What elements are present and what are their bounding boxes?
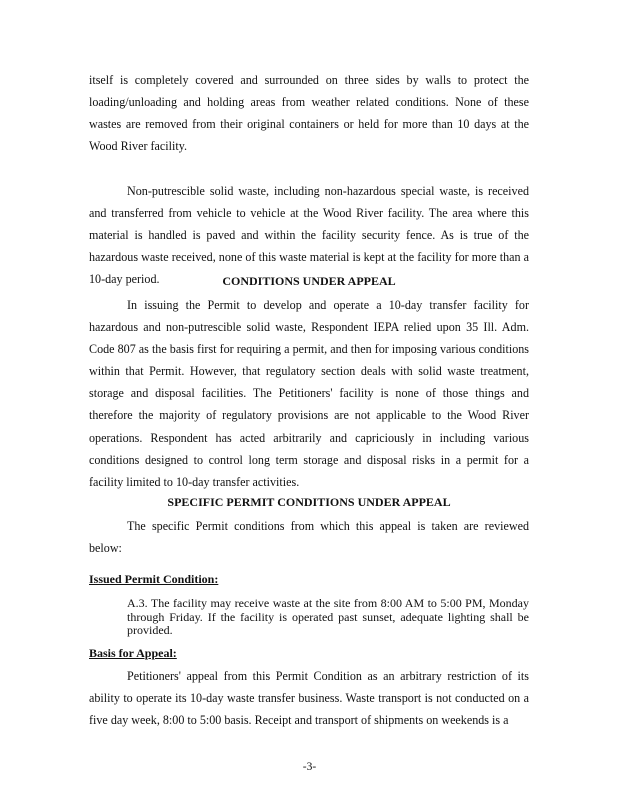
paragraph-facility-description: itself is completely covered and surrounded on three sides by walls to protect the loading/unloading and holding areas from weather related conditions. None of these wastes are removed from their original containers or held for more than 10 days at the Wood River facility.: [89, 73, 529, 154]
paragraph-basis-for-appeal: Petitioners' appeal from this Permit Condition as an arbitrary restriction of its ability to operate its 10-day waste transfer business. Waste transport is not conducted on a five day week, 8:00 to 5:00 basis. Receipt and transport of shipments on weekends is a: [89, 669, 529, 728]
page-number: -3-: [302, 761, 317, 773]
paragraph-permit-issuance: In issuing the Permit to develop and operate a 10-day transfer facility for hazardous and non-putrescible solid waste, Respondent IEPA relied upon 35 Ill. Adm. Code 807 as the basis first for requiring a permit, and then for imposing various conditions within that Permit. However, that regulatory section deals with solid waste treatment, storage and disposal facilities. The Petitioners' facility is none of those things and therefore the majority of regulatory provisions are not applicable to the Wood River operations. Respondent has acted arbitrarily and capriciously in including various conditions designed to control long term storage and disposal risks in a permit for a facility limited to 10-day transfer activities.: [89, 298, 529, 489]
label-basis-for-appeal: Basis for Appeal:: [89, 646, 177, 660]
label-issued-permit-condition: Issued Permit Condition:: [89, 572, 219, 586]
permit-condition-a3: A.3. The facility may receive waste at the site from 8:00 AM to 5:00 PM, Monday through Friday. If the facility is operated past sunset, adequate lighting shall be provided.: [127, 596, 529, 637]
heading-specific-permit-conditions: SPECIFIC PERMIT CONDITIONS UNDER APPEAL: [167, 495, 451, 509]
heading-conditions-under-appeal: CONDITIONS UNDER APPEAL: [222, 274, 396, 288]
paragraph-non-putrescible-waste: Non-putrescible solid waste, including non-hazardous special waste, is received and transferred from vehicle to vehicle at the Wood River facility. The area where this material is handled is paved and within the facility security fence. As is true of the hazardous waste received, none of this waste material is kept at the facility for more than a 10-day period.: [89, 184, 529, 287]
paragraph-conditions-intro: The specific Permit conditions from which this appeal is taken are reviewed below:: [89, 519, 529, 556]
